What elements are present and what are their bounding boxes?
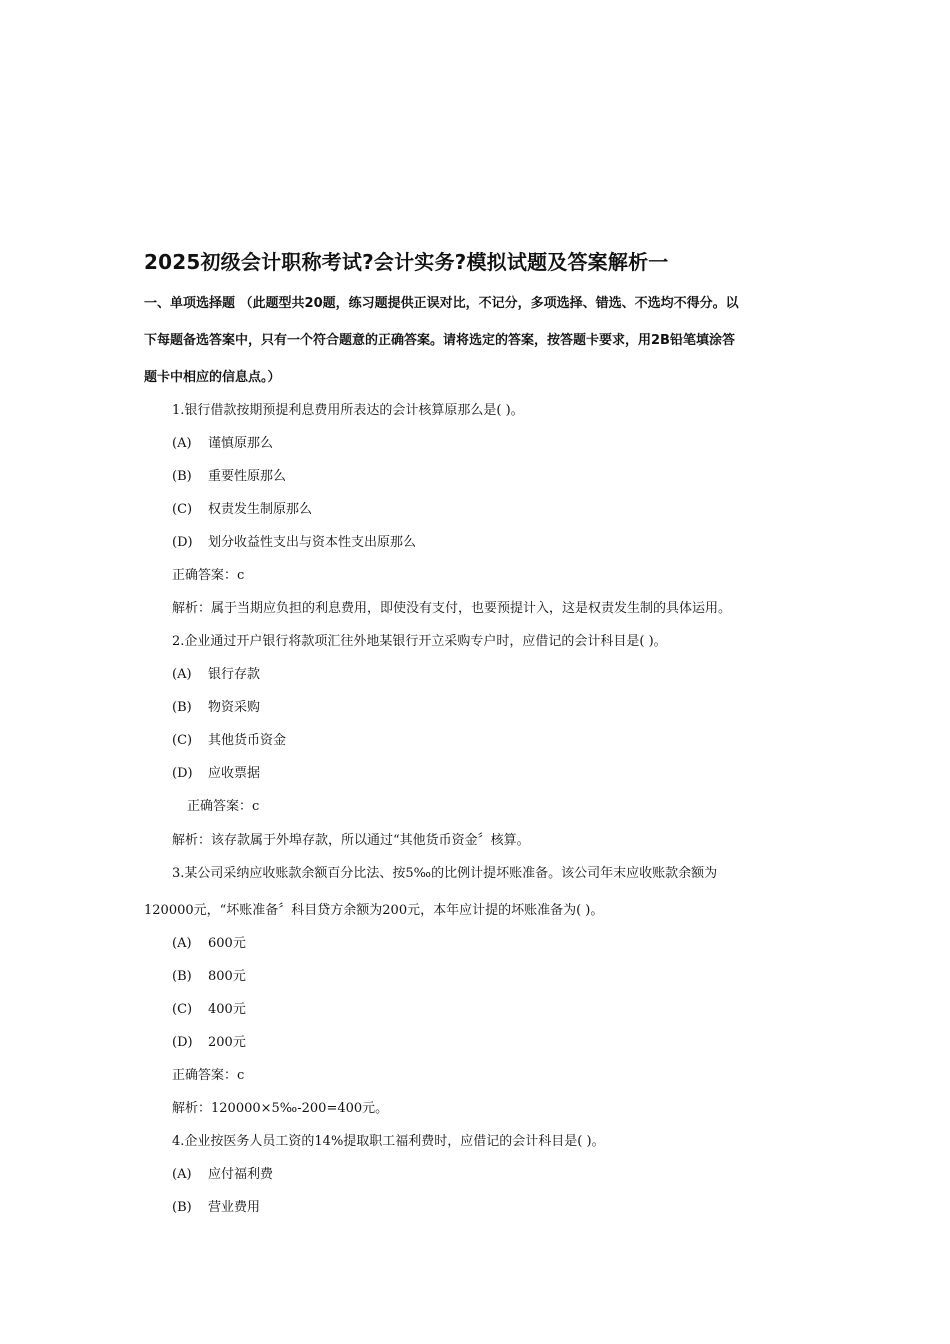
option-letter: (D): [172, 535, 193, 550]
option-text: 权责发生制原那么: [208, 502, 313, 517]
option-letter: (B): [172, 1200, 192, 1215]
section-intro-line-1: 一、单项选择题 （此题型共20题，练习题提供正误对比，不记分，多项选择、错选、不选均不得分。以: [144, 296, 739, 311]
question-3-stem-line-1: 3.某公司采纳应收账款余额百分比法、按5‰的比例计提坏账准备。该公司年末应收账款余额为: [172, 866, 718, 881]
question-2-analysis: 解析：该存款属于外埠存款，所以通过“其他货币资金〞核算。: [172, 833, 530, 848]
question-4-option-b: [172, 1196, 260, 1215]
option-letter: (D): [172, 766, 193, 781]
option-letter: (B): [172, 969, 192, 984]
question-3-option-b: [172, 965, 246, 984]
option-text: 营业费用: [208, 1200, 261, 1215]
question-3-analysis: 解析：120000×5‰-200=400元。: [172, 1101, 389, 1116]
question-2-stem: 2.企业通过开户银行将款项汇往外地某银行开立采购专户时，应借记的会计科目是( )。: [172, 634, 667, 649]
question-3-option-d: [172, 1031, 246, 1050]
option-letter: (B): [172, 469, 192, 484]
option-text: 200元: [208, 1035, 246, 1050]
question-1-stem: 1.银行借款按期预提利息费用所表达的会计核算原那么是( )。: [172, 403, 524, 418]
question-2-answer: 正确答案：c: [187, 799, 260, 814]
option-letter: (A): [172, 667, 192, 682]
option-text: 其他货币资金: [208, 733, 287, 748]
question-1-option-d: [172, 531, 416, 550]
document-title: 2025初级会计职称考试?会计实务?模拟试题及答案解析一: [144, 250, 669, 274]
question-1-option-c: [172, 498, 312, 517]
option-letter: (C): [172, 1002, 193, 1017]
question-1-analysis: 解析：属于当期应负担的利息费用，即使没有支付，也要预提计入，这是权责发生制的具体运用。: [172, 601, 732, 616]
section-intro-line-2: 下每题备选答案中，只有一个符合题意的正确答案。请将选定的答案，按答题卡要求，用2B铅笔填涂答: [144, 333, 735, 348]
question-3-stem-line-2: 120000元，“坏账准备〞科目贷方余额为200元，本年应计提的坏账准备为( )。: [144, 903, 604, 918]
question-2-option-d: [172, 762, 260, 781]
option-letter: (A): [172, 436, 192, 451]
option-text: 800元: [208, 969, 246, 984]
option-text: 应付福利费: [208, 1167, 274, 1182]
option-text: 划分收益性支出与资本性支出原那么: [208, 535, 417, 550]
option-letter: (A): [172, 1167, 192, 1182]
option-letter: (D): [172, 1035, 193, 1050]
option-text: 600元: [208, 936, 246, 951]
question-2-option-b: [172, 696, 260, 715]
question-3-option-c: [172, 998, 246, 1017]
question-3-answer: 正确答案：c: [172, 1068, 245, 1083]
option-letter: (A): [172, 936, 192, 951]
question-1-option-a: [172, 432, 273, 451]
question-1-answer: 正确答案：c: [172, 568, 245, 583]
option-text: 重要性原那么: [208, 469, 287, 484]
option-text: 400元: [208, 1002, 246, 1017]
question-2-option-a: [172, 663, 260, 682]
option-letter: (B): [172, 700, 192, 715]
question-4-option-a: [172, 1163, 273, 1182]
question-3-option-a: [172, 932, 246, 951]
option-letter: (C): [172, 733, 193, 748]
question-4-stem: 4.企业按医务人员工资的14%提取职工福利费时，应借记的会计科目是( )。: [172, 1134, 605, 1149]
question-1-option-b: [172, 465, 286, 484]
option-letter: (C): [172, 502, 193, 517]
option-text: 银行存款: [208, 667, 261, 682]
option-text: 谨慎原那么: [208, 436, 274, 451]
option-text: 物资采购: [208, 700, 261, 715]
question-2-option-c: [172, 729, 286, 748]
option-text: 应收票据: [208, 766, 261, 781]
section-intro-line-3: 题卡中相应的信息点。）: [144, 370, 281, 385]
